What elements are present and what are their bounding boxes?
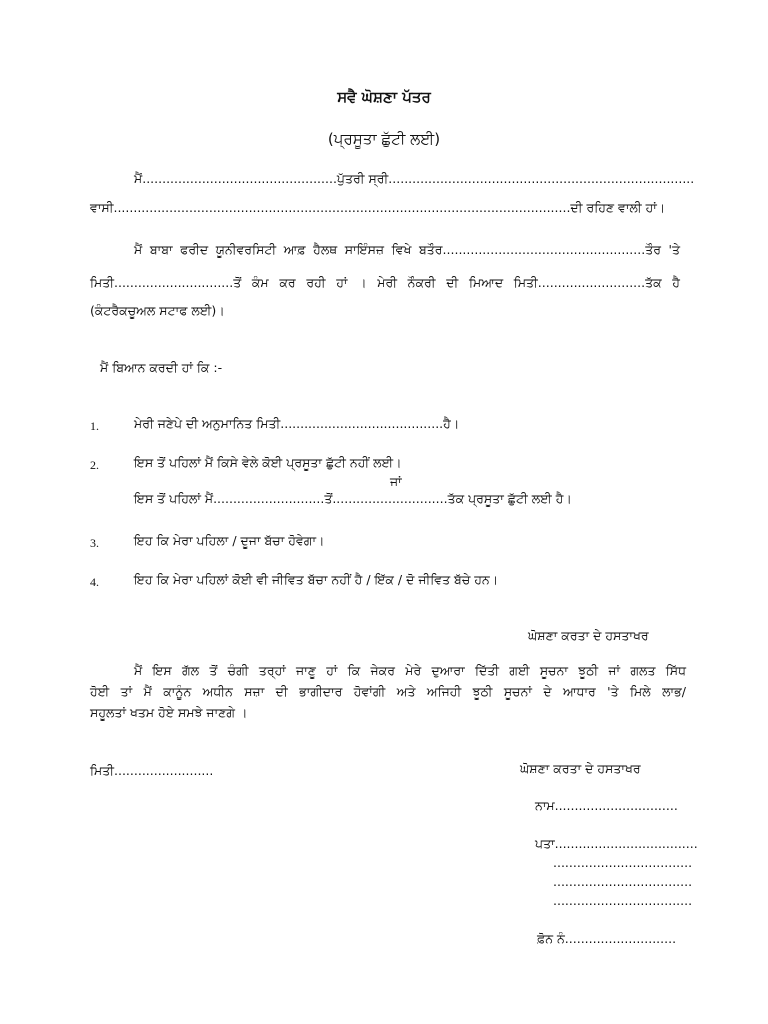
employment-line-1: ਮੈਂ ਬਾਬਾ ਫਰੀਦ ਯੂਨੀਵਰਸਿਟੀ ਆਫ਼ ਹੈਲਥ ਸਾਇੰਸਜ਼ ਵਿਖੇ ਬਤੌਰ...................................................ਤੌਰ 'ਤੇ (134, 242, 680, 257)
phone-field: ਫ਼ੋਨ ਨੰ............................ (537, 931, 677, 946)
item-text-2: ਇਸ ਤੋਂ ਪਹਿਲਾਂ ਮੈਂ ਕਿਸੇ ਵੇਲੇ ਕੋਈ ਪ੍ਰਸੂਤਾ ਛੁੱਟੀ ਨਹੀਂ ਲਈ। (134, 455, 402, 470)
page-title: ਸਵੈ ਘੋਸ਼ਣਾ ਪੱਤਰ (337, 88, 431, 106)
name-field: ਨਾਮ............................... (535, 798, 678, 813)
date-field: ਮਿਤੀ......................... (90, 763, 214, 778)
acknowledgement-line-3: ਸਹੂਲਤਾਂ ਖਤਮ ਹੋਏ ਸਮਝੇ ਜਾਣਗੇ । (90, 705, 248, 720)
item-text-2-alt: ਇਸ ਤੋਂ ਪਹਿਲਾਂ ਮੈਂ............................ਤੋਂ.............................ਤੱਕ ਪ੍ਰਸੂਤਾ ਛੁੱਟੀ ਲਈ ਹੈ। (134, 491, 572, 506)
address-blank-line-1: ................................... (553, 855, 693, 870)
item-text-3: ਇਹ ਕਿ ਮੇਰਾ ਪਹਿਲਾ / ਦੂਜਾ ਬੱਚਾ ਹੋਵੇਗਾ। (134, 533, 325, 548)
address-blank-line-3: ................................... (553, 893, 693, 908)
acknowledgement-line-1: ਮੈਂ ਇਸ ਗੱਲ ਤੋਂ ਚੰਗੀ ਤਰ੍ਹਾਂ ਜਾਣੂ ਹਾਂ ਕਿ ਜੇਕਰ ਮੇਰੇ ਦੁਆਰਾ ਦਿੱਤੀ ਗਈ ਸੂਚਨਾ ਝੂਠੀ ਜਾਂ ਗਲਤ ਸਿੱਧ (134, 663, 686, 678)
item-text-1: ਮੇਰੀ ਜਣੇਪੇ ਦੀ ਅਨੁਮਾਨਿਤ ਮਿਤੀ.........................................ਹੈ। (134, 416, 460, 431)
footer-signature-label: ਘੋਸ਼ਣਾ ਕਰਤਾ ਦੇ ਹਸਤਾਖਰ (520, 761, 641, 776)
statement-intro: ਮੈਂ ਬਿਆਨ ਕਰਦੀ ਹਾਂ ਕਿ :- (100, 360, 223, 375)
page-subtitle: (ਪ੍ਰਸੂਤਾ ਛੁੱਟੀ ਲਈ) (327, 130, 441, 148)
address-field: ਪਤਾ.................................... (535, 836, 698, 851)
item-text-4: ਇਹ ਕਿ ਮੇਰਾ ਪਹਿਲਾਂ ਕੋਈ ਵੀ ਜੀਵਿਤ ਬੱਚਾ ਨਹੀਂ ਹੈ / ਇੱਕ / ਦੋ ਜੀਵਿਤ ਬੱਚੇ ਹਨ। (134, 572, 499, 587)
item-number-4: 4. (90, 575, 99, 589)
employment-line-3: (ਕੰਟਰੈਕਚੂਅਲ ਸਟਾਫ ਲਈ)। (90, 303, 225, 318)
item-number-2: 2. (90, 458, 99, 472)
acknowledgement-line-2: ਹੋਈ ਤਾਂ ਮੈਂ ਕਾਨੂੰਨ ਅਧੀਨ ਸਜ਼ਾ ਦੀ ਭਾਗੀਦਾਰ ਹੋਵਾਂਗੀ ਅਤੇ ਅਜਿਹੀ ਝੂਠੀ ਸੂਚਨਾਂ ਦੇ ਆਧਾਰ 'ਤੇ ਮਿਲੇ ਲਾਭ/ (90, 684, 686, 699)
item-number-1: 1. (90, 419, 99, 433)
declarant-signature-label: ਘੋਸ਼ਣਾ ਕਰਤਾ ਦੇ ਹਸਤਾਖਰ (528, 628, 649, 643)
intro-line-residence: ਵਾਸੀ...................................................................................................................ਦੀ ਰਹਿਣ ਵਾਲੀ ਹਾਂ। (90, 200, 666, 215)
item-number-3: 3. (90, 536, 99, 550)
address-blank-line-2: ................................... (553, 874, 693, 889)
item-2-or: ਜਾਂ (390, 474, 402, 489)
intro-line-name: ਮੈਂ.................................................ਪੁੱਤਰੀ ਸ੍ਰੀ............................................................................. (134, 171, 695, 186)
employment-line-2: ਮਿਤੀ..............................ਤੋਂ ਕੰਮ ਕਰ ਰਹੀ ਹਾਂ । ਮੇਰੀ ਨੌਕਰੀ ਦੀ ਮਿਆਦ ਮਿਤੀ...........................ਤੱਕ ਹੈ (90, 275, 680, 290)
